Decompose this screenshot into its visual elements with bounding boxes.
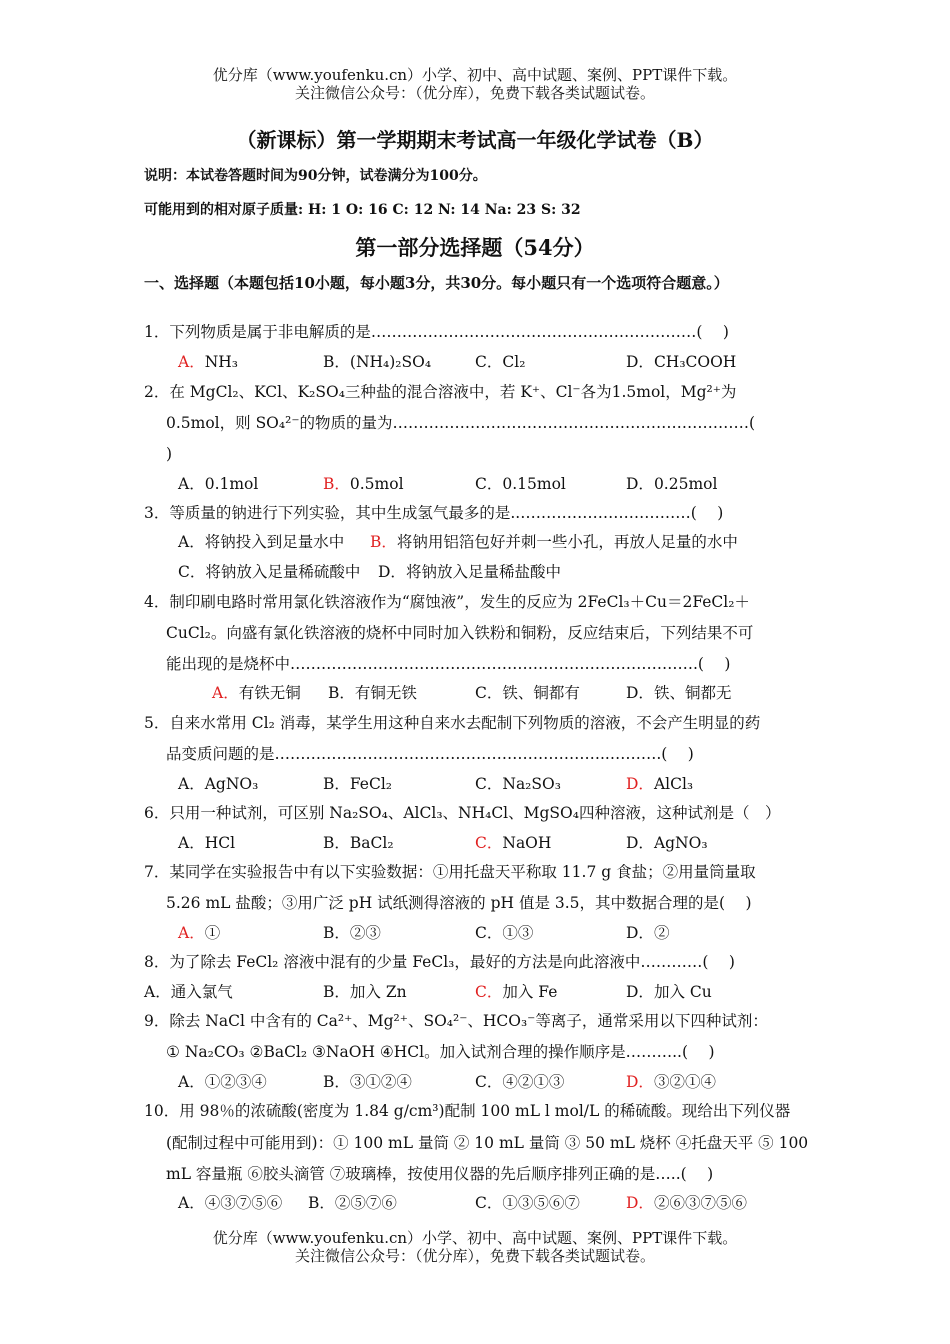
option-text: NH₃ xyxy=(204,353,238,371)
option-key: D． xyxy=(626,684,654,702)
question-2-option-c xyxy=(475,474,566,494)
option-key: D． xyxy=(626,1194,654,1212)
option-key: D． xyxy=(626,353,654,371)
option-key: B． xyxy=(323,353,350,371)
option-text: 0.1mol xyxy=(204,475,259,493)
question-1-option-d xyxy=(626,352,736,372)
option-key: C． xyxy=(475,924,503,942)
question-5-stem-line-1: 5．自来水常用 Cl₂ 消毒，某学生用这种自来水去配制下列物质的溶液，不会产生明显的药 xyxy=(144,714,761,732)
question-7-option-b xyxy=(323,923,381,943)
option-text: ①③ xyxy=(502,924,534,942)
question-5-option-c xyxy=(475,774,561,794)
page-header xyxy=(0,66,950,102)
exam-note: 说明：本试卷答题时间为90分钟，试卷满分为100分。 xyxy=(144,168,487,184)
part-title: 第一部分选择题（54分） xyxy=(355,235,595,260)
option-text: 有铜无铁 xyxy=(354,684,417,702)
option-text: NaOH xyxy=(502,834,552,852)
option-text: Cl₂ xyxy=(502,353,526,371)
question-4-stem-line-3: 能出现的是烧杯中…………………………………………………………………….( ) xyxy=(166,655,731,673)
question-7-option-d xyxy=(626,923,669,943)
option-key: C． xyxy=(475,775,503,793)
question-6-option-c xyxy=(475,833,551,853)
question-10-option-b xyxy=(308,1193,397,1213)
option-text: 0.5mol xyxy=(349,475,404,493)
question-7-stem-line-1: 7．某同学在实验报告中有以下实验数据：①用托盘天平称取 11.7 g 食盐；②用量筒量取 xyxy=(144,863,756,881)
option-key: A． xyxy=(144,983,171,1001)
question-4-stem-line-1: 4．制印刷电路时常用氯化铁溶液作为“腐蚀液”，发生的反应为 2FeCl₃＋Cu＝2FeCl₂＋ xyxy=(144,593,750,611)
question-4-option-a xyxy=(212,683,301,703)
question-1-stem: 1．下列物质是属于非电解质的是………………………………………………………( ) xyxy=(144,323,729,341)
option-key: C． xyxy=(475,684,503,702)
option-text: Na₂SO₃ xyxy=(502,775,561,793)
option-key: D． xyxy=(626,475,654,493)
option-key: A． xyxy=(178,775,205,793)
question-10-option-c xyxy=(475,1193,580,1213)
option-key: D． xyxy=(626,983,654,1001)
question-4-option-c xyxy=(475,683,580,703)
option-key: C． xyxy=(178,563,206,581)
option-text: ④③⑦⑤⑥ xyxy=(204,1194,283,1212)
page-footer xyxy=(0,1229,950,1265)
option-key: A． xyxy=(178,924,205,942)
footer-line-2: 关注微信公众号：（优分库），免费下载各类试题试卷。 xyxy=(294,1247,655,1265)
question-5-option-a xyxy=(178,774,258,794)
atomic-mass-line: 可能用到的相对原子质量: H: 1 O: 16 C: 12 N: 14 Na: 23 S: 32 xyxy=(144,202,581,218)
option-key: A． xyxy=(178,1073,205,1091)
footer-line-1: 优分库（www.youfenku.cn）小学、初中、高中试题、案例、PPT课件下载。 xyxy=(212,1229,738,1247)
option-text: 通入氯气 xyxy=(170,983,233,1001)
question-2-stem-line-2: 0.5mol，则 SO₄²⁻的物质的量为……………………………………………………………( xyxy=(166,414,756,432)
option-text: ③①②④ xyxy=(349,1073,412,1091)
option-text: CH₃COOH xyxy=(653,353,737,371)
option-text: ②⑤⑦⑥ xyxy=(334,1194,397,1212)
option-text: 铁、铜都无 xyxy=(653,684,732,702)
question-6-option-b xyxy=(323,833,394,853)
option-key: D． xyxy=(626,775,654,793)
option-text: 铁、铜都有 xyxy=(502,684,580,702)
option-key: C． xyxy=(475,834,503,852)
option-key: B． xyxy=(328,684,355,702)
option-key: A． xyxy=(178,533,205,551)
question-9-stem-line-2: ① Na₂CO₃ ②BaCl₂ ③NaOH ④HCl。加入试剂合理的操作顺序是………..( ) xyxy=(166,1043,715,1061)
question-5-stem-line-2: 品变质问题的是………………………………………………………..……….( ) xyxy=(166,745,694,763)
question-1-option-b xyxy=(323,352,431,372)
option-text: 0.15mol xyxy=(502,475,566,493)
question-2-stem-line-3: ) xyxy=(166,445,173,463)
exam-title: （新课标）第一学期期末考试高一年级化学试卷（B） xyxy=(236,128,714,152)
option-text: (NH₄)₂SO₄ xyxy=(349,353,432,371)
question-4-option-d xyxy=(626,683,731,703)
option-text: 将钠放入足量稀硫酸中 xyxy=(205,563,361,581)
option-key: B． xyxy=(323,983,350,1001)
question-9-option-b xyxy=(323,1072,412,1092)
option-key: D． xyxy=(626,1073,654,1091)
question-10-option-d xyxy=(626,1193,747,1213)
option-text: ④②①③ xyxy=(502,1073,565,1091)
question-2-option-b xyxy=(323,474,404,494)
option-key: D． xyxy=(378,563,406,581)
option-text: 将钠放入足量稀盐酸中 xyxy=(405,563,561,581)
question-3-option-d xyxy=(378,562,561,582)
option-text: AgNO₃ xyxy=(653,834,708,852)
question-9-stem-line-1: 9．除去 NaCl 中含有的 Ca²⁺、Mg²⁺、SO₄²⁻、HCO₃⁻等离子，通常采用以下四种试剂： xyxy=(144,1012,768,1030)
option-key: A． xyxy=(178,353,205,371)
question-3-option-b xyxy=(370,532,738,552)
question-8-option-b xyxy=(323,982,407,1002)
option-text: ②⑥③⑦⑤⑥ xyxy=(653,1194,747,1212)
question-5-option-b xyxy=(323,774,392,794)
option-text: AlCl₃ xyxy=(653,775,694,793)
question-1-option-a xyxy=(178,352,238,372)
option-key: B． xyxy=(323,924,350,942)
option-text: 有铁无铜 xyxy=(238,684,301,702)
question-3-option-a xyxy=(178,532,344,552)
option-text: ② xyxy=(653,924,670,942)
option-text: 加入 Fe xyxy=(502,983,558,1001)
option-text: 加入 Cu xyxy=(653,983,712,1001)
question-2-option-a xyxy=(178,474,258,494)
option-key: B． xyxy=(323,475,350,493)
option-key: B． xyxy=(323,775,350,793)
question-10-stem-line-3: mL 容量瓶 ⑥胶头滴管 ⑦玻璃棒，按使用仪器的先后顺序排列正确的是…..( ) xyxy=(166,1165,714,1183)
question-8-stem: 8．为了除去 FeCl₂ 溶液中混有的少量 FeCl₃，最好的方法是向此溶液中…………( ) xyxy=(144,953,735,971)
option-key: A． xyxy=(212,684,239,702)
question-7-option-a xyxy=(178,923,220,943)
header-line-2: 关注微信公众号：（优分库），免费下载各类试题试卷。 xyxy=(294,84,655,102)
option-key: B． xyxy=(370,533,397,551)
question-6-stem: 6．只用一种试剂，可区别 Na₂SO₄、AlCl₃、NH₄Cl、MgSO₄四种溶液，这种试剂是（ ） xyxy=(144,804,781,822)
option-text: ① xyxy=(204,924,221,942)
option-text: 将钠用铝箔包好并刺一些小孔，再放人足量的水中 xyxy=(396,533,738,551)
option-key: A． xyxy=(178,1194,205,1212)
option-key: A． xyxy=(178,834,205,852)
option-text: ③②①④ xyxy=(653,1073,716,1091)
option-key: C． xyxy=(475,983,503,1001)
question-4-stem-line-2: CuCl₂。向盛有氯化铁溶液的烧杯中同时加入铁粉和铜粉，反应结束后，下列结果不可 xyxy=(166,624,754,642)
question-3-option-c xyxy=(178,562,360,582)
question-9-option-a xyxy=(178,1072,267,1092)
option-key: B． xyxy=(323,1073,350,1091)
question-6-option-a xyxy=(178,833,235,853)
question-8-option-d xyxy=(626,982,712,1002)
question-8-option-c xyxy=(475,982,557,1002)
section-title: 一、选择题（本题包括10小题，每小题3分，共30分。每小题只有一个选项符合题意。） xyxy=(144,274,729,292)
option-key: C． xyxy=(475,353,503,371)
question-9-option-d xyxy=(626,1072,716,1092)
question-6-option-d xyxy=(626,833,708,853)
option-text: HCl xyxy=(204,834,236,852)
option-key: A． xyxy=(178,475,205,493)
option-key: C． xyxy=(475,1073,503,1091)
question-7-option-c xyxy=(475,923,533,943)
option-text: ①③⑤⑥⑦ xyxy=(502,1194,580,1212)
option-key: D． xyxy=(626,834,654,852)
option-text: 加入 Zn xyxy=(349,983,407,1001)
option-text: 将钠投入到足量水中 xyxy=(204,533,345,551)
option-key: B． xyxy=(308,1194,335,1212)
header-line-1: 优分库（www.youfenku.cn）小学、初中、高中试题、案例、PPT课件下载。 xyxy=(212,66,738,84)
option-text: ②③ xyxy=(349,924,381,942)
option-key: C． xyxy=(475,1194,503,1212)
question-7-stem-line-2: 5.26 mL 盐酸；③用广泛 pH 试纸测得溶液的 pH 值是 3.5，其中数据合理的是( ) xyxy=(166,894,752,912)
option-key: B． xyxy=(323,834,350,852)
question-1-option-c xyxy=(475,352,525,372)
option-text: ①②③④ xyxy=(204,1073,267,1091)
option-text: 0.25mol xyxy=(653,475,718,493)
option-text: FeCl₂ xyxy=(349,775,393,793)
question-10-stem-line-1: 10．用 98％的浓硫酸(密度为 1.84 g/cm³)配制 100 mL l mol/L 的稀硫酸。现给出下列仪器 xyxy=(144,1102,791,1120)
question-10-option-a xyxy=(178,1193,282,1213)
question-8-option-a xyxy=(144,982,233,1002)
question-3-stem: 3．等质量的钠进行下列实验，其中生成氢气最多的是..……………………………( ) xyxy=(144,504,724,522)
option-key: D． xyxy=(626,924,654,942)
question-2-stem-line-1: 2．在 MgCl₂、KCl、K₂SO₄三种盐的混合溶液中，若 K⁺、Cl⁻各为1.5mol，Mg²⁺为 xyxy=(144,383,737,401)
question-5-option-d xyxy=(626,774,693,794)
option-text: AgNO₃ xyxy=(204,775,259,793)
question-2-option-d xyxy=(626,474,717,494)
question-10-stem-line-2: (配制过程中可能用到)：① 100 mL 量筒 ② 10 mL 量筒 ③ 50 mL 烧杯 ④托盘天平 ⑤ 100 xyxy=(166,1134,809,1152)
option-text: BaCl₂ xyxy=(349,834,394,852)
question-9-option-c xyxy=(475,1072,564,1092)
question-4-option-b xyxy=(328,683,417,703)
option-key: C． xyxy=(475,475,503,493)
